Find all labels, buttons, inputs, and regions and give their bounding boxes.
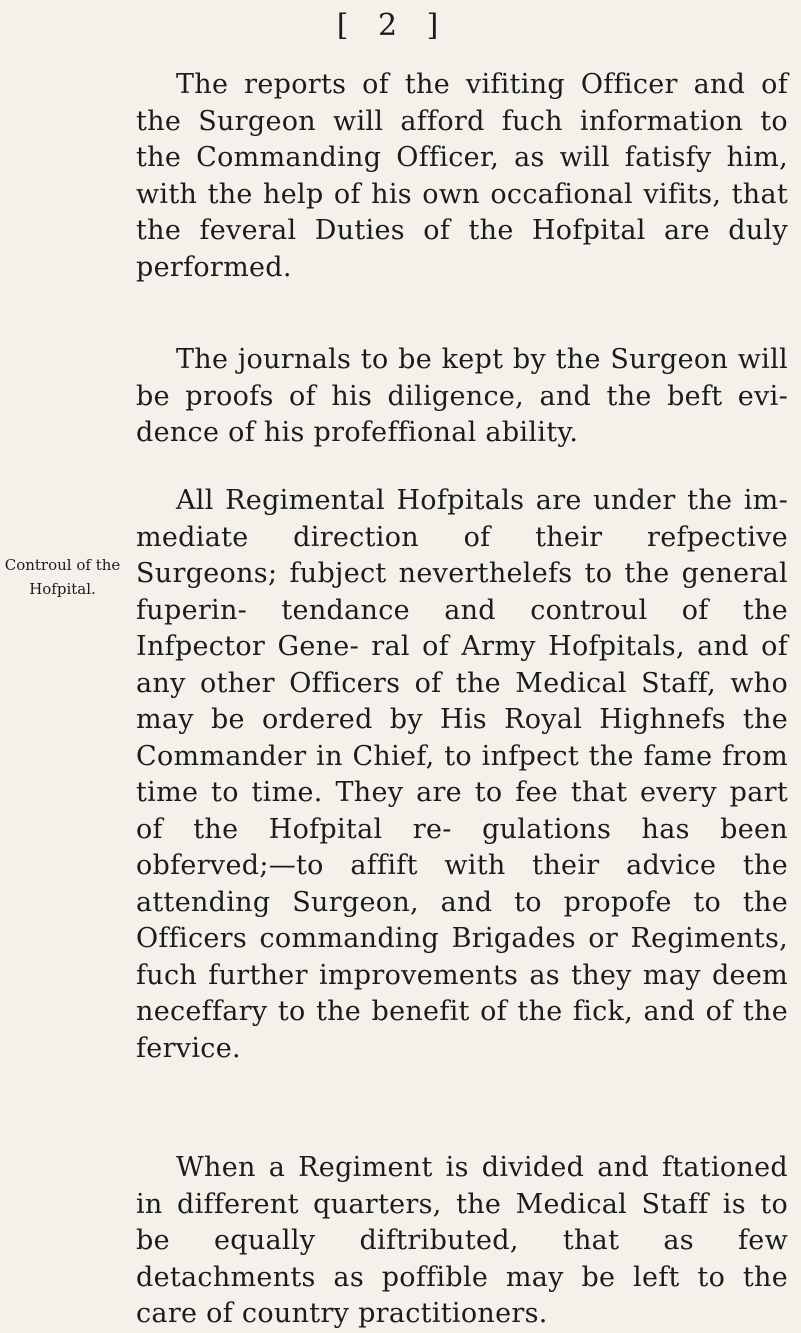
paragraph-divided-regiment: When a Regiment is divided and ftationed in different quarters, the Medical Staff is to be equally diftributed, that as few detachments as poffible may be left to the care of country practitioners. [136,1152,788,1329]
margin-note-line-2: Hofpital. [29,580,96,598]
margin-note [0,553,125,601]
margin-note-line-1: Controul of the [4,556,121,574]
paragraph-journals: The journals to be kept by the Surgeon will be proofs of his diligence, and the beft evi- dence of his profeffional ability. [136,344,788,448]
paragraph-visiting-officer: The reports of the vifiting Officer and of the Surgeon will afford fuch information to the Commanding Officer, as will fatisfy him, with the help of his own occafional vifits, that the feveral Duties of the Hofpital are duly performed. [136,69,788,283]
page-number: [ 2 ] [336,8,449,43]
paragraph-regimental-hospitals: All Regimental Hofpitals are under the im- mediate direction of their refpective Surgeons; fubject neverthelefs to the general fuperin- tendance and controul of the Infpector Gene- ral of Army Hofpitals, and of any other Officers of the Medical Staff, who may be ordered by His Royal Highnefs the Commander in Chief, to infpect the fame from time to time. They are to fee that every part of the Hofpital re- gulations has been obferved;—to affift with their advice the attending Surgeon, and to propofe to the Officers commanding Brigades or Regiments, fuch further improvements as they may deem neceffary to the benefit of the fick, and of the fervice. [136,485,788,1064]
